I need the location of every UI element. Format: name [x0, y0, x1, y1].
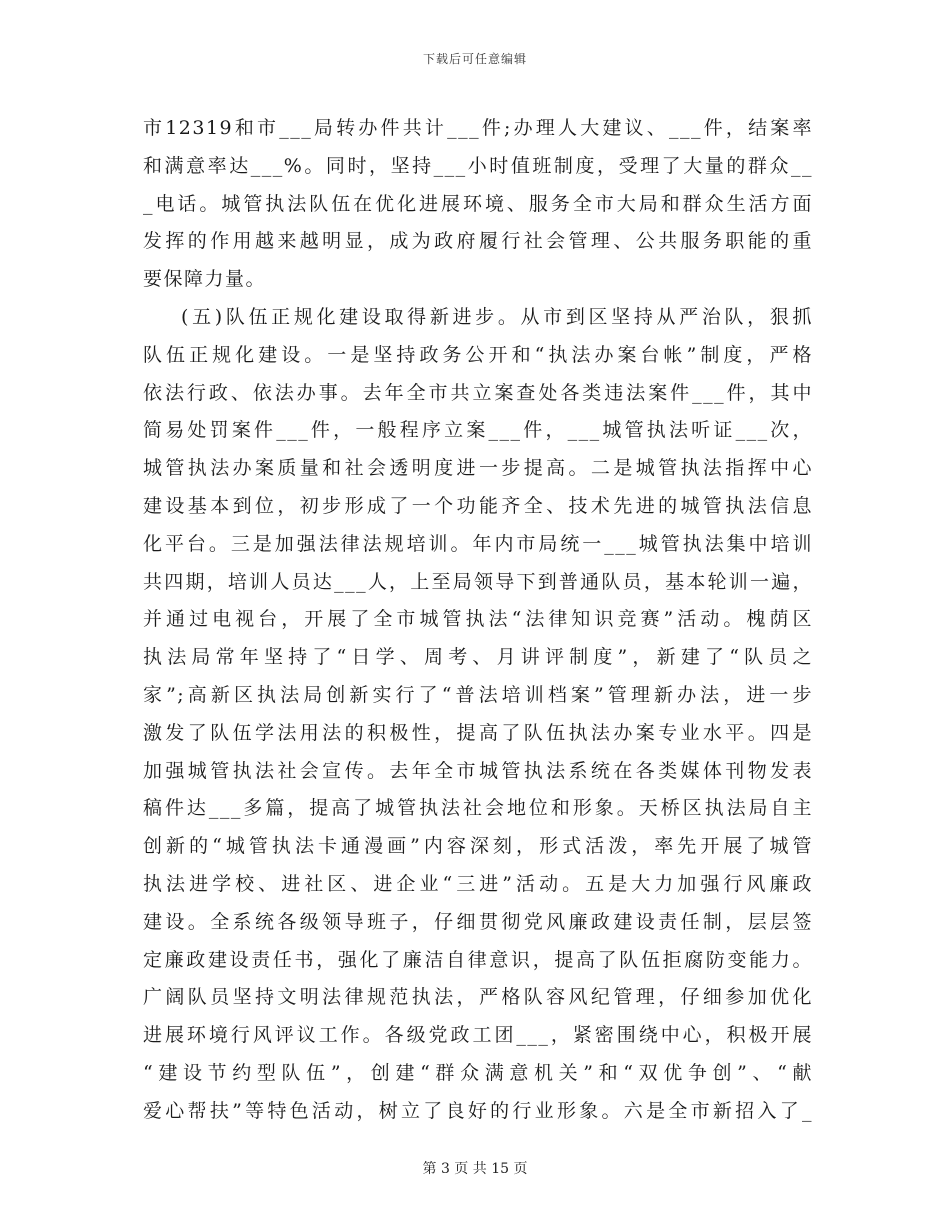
paragraph-start-line: (五)队伍正规化建设取得新进步。从市到区坚持从严治队，狠抓: [181, 305, 813, 328]
text-line: 市12319和市___局转办件共计___件;办理人大建议、___件，结案率: [143, 117, 813, 139]
text-line: 进展环境行风评议工作。各级党政工团___，紧密围绕中心，积极开展: [143, 1024, 813, 1047]
document-body: [143, 110, 813, 1131]
text-line: 执法进学校、进社区、进企业“三进”活动。五是大力加强行风廉政: [143, 872, 813, 895]
text-line: 定廉政建设责任书，强化了廉洁自律意识，提高了队伍拒腐防变能力。: [143, 948, 813, 971]
text-line: “建设节约型队伍”，创建“群众满意机关”和“双优争创”、“献: [143, 1061, 813, 1084]
text-line: 执法局常年坚持了“日学、周考、月讲评制度”，新建了“队员之: [143, 646, 813, 669]
text-line: 发挥的作用越来越明显，成为政府履行社会管理、公共服务职能的重: [143, 230, 813, 253]
text-line: 加强城管执法社会宣传。去年全市城管执法系统在各类媒体刊物发表: [143, 759, 813, 782]
text-line: 激发了队伍学法用法的积极性，提高了队伍执法办案专业水平。四是: [143, 721, 813, 744]
text-line: 创新的“城管执法卡通漫画”内容深刻，形式活泼，率先开展了城管: [143, 835, 813, 858]
text-line: 和满意率达___%。同时，坚持___小时值班制度，受理了大量的群众__: [143, 154, 813, 177]
text-line: 共四期，培训人员达___人，上至局领导下到普通队员，基本轮训一遍，: [143, 570, 813, 593]
page-number-footer: 第 3 页 共 15 页: [422, 1161, 528, 1177]
text-line: 广阔队员坚持文明法律规范执法，严格队容风纪管理，仔细参加优化: [143, 986, 813, 1009]
text-line: 队伍正规化建设。一是坚持政务公开和“执法办案台帐”制度，严格: [143, 343, 813, 366]
page-header: 下载后可任意编辑: [422, 52, 527, 66]
text-line: 稿件达___多篇，提高了城管执法社会地位和形象。天桥区执法局自主: [143, 797, 813, 820]
text-line: 建设基本到位，初步形成了一个功能齐全、技术先进的城管执法信息: [143, 494, 813, 517]
text-line: 简易处罚案件___件，一般程序立案___件，___城管执法听证___次，: [143, 419, 813, 442]
text-line: 要保障力量。: [143, 268, 267, 291]
text-line: 爱心帮扶”等特色活动，树立了良好的行业形象。六是全市新招入了_: [143, 1099, 813, 1122]
text-line: 依法行政、依法办事。去年全市共立案查处各类违法案件___件，其中: [143, 381, 813, 404]
text-line: 建设。全系统各级领导班子，仔细贯彻党风廉政建设责任制，层层签: [143, 910, 813, 933]
text-line: 城管执法办案质量和社会透明度进一步提高。二是城管执法指挥中心: [143, 457, 813, 480]
text-line: 化平台。三是加强法律法规培训。年内市局统一___城管执法集中培训: [143, 532, 813, 555]
text-line: 家”;高新区执法局创新实行了“普法培训档案”管理新办法，进一步: [143, 683, 813, 706]
text-line: 并通过电视台，开展了全市城管执法“法律知识竞赛”活动。槐荫区: [143, 608, 813, 631]
text-line: _电话。城管执法队伍在优化进展环境、服务全市大局和群众生活方面: [143, 192, 813, 215]
